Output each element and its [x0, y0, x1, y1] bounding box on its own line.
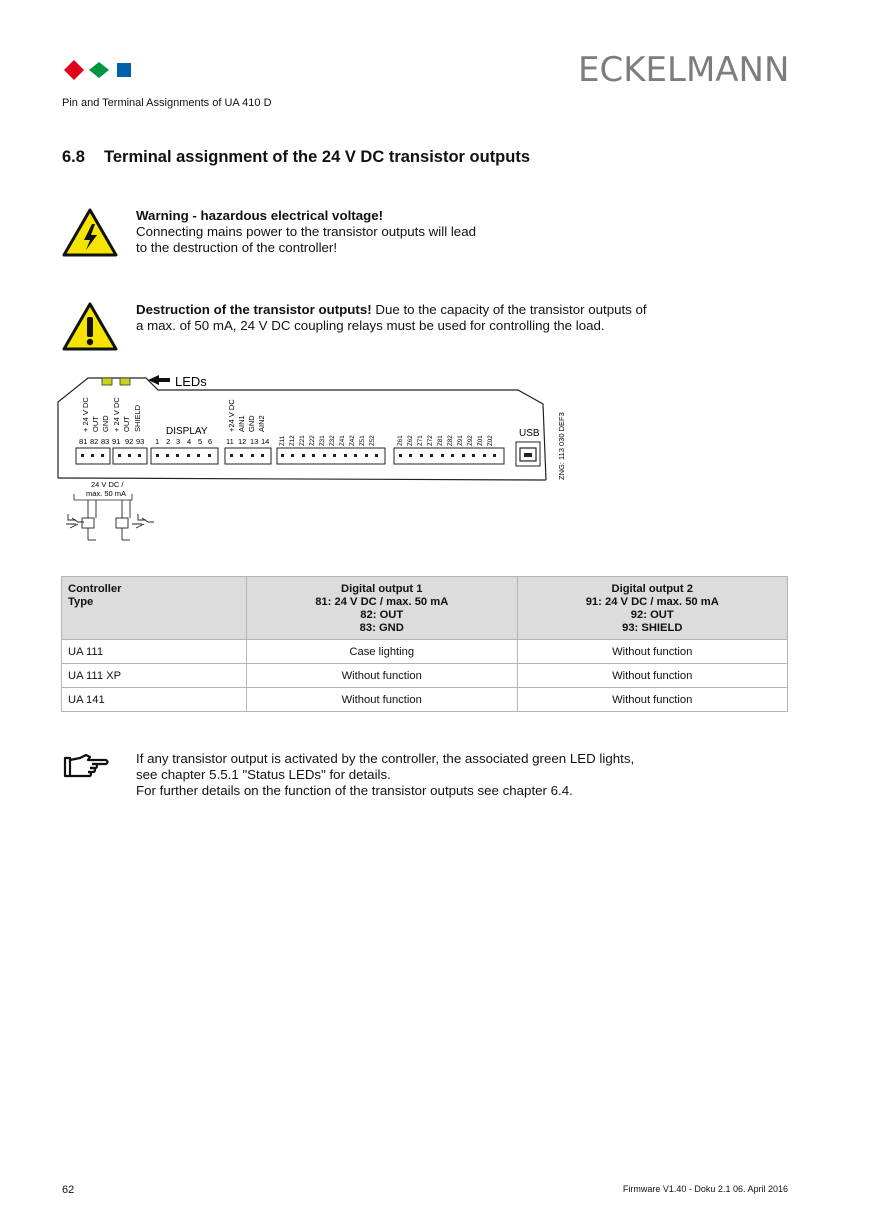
terminal-label: +24 V DC: [227, 399, 236, 432]
display-number: 6: [208, 437, 213, 446]
terminal-label: Z22: [309, 435, 316, 446]
table-cell: UA 111: [62, 640, 247, 664]
warning-title: Warning - hazardous electrical voltage!: [136, 208, 384, 223]
note-text: [136, 751, 756, 799]
leds-label: LEDs: [175, 374, 207, 389]
usb-label: USB: [519, 428, 540, 439]
display-number: 2: [166, 437, 171, 446]
terminal-number: 14: [261, 437, 270, 446]
page-number: 62: [62, 1184, 75, 1196]
pointing-hand-icon: [62, 752, 110, 780]
terminal-label: Z51: [359, 435, 366, 446]
note-line: see chapter 5.5.1 "Status LEDs" for details.: [136, 767, 391, 782]
terminal-label: Z21: [299, 435, 306, 446]
led-1: [102, 378, 112, 385]
warning-line: Connecting mains power to the transistor outputs will lead: [136, 224, 476, 239]
terminal-diagram: [48, 368, 608, 548]
table-cell: Without function: [517, 640, 788, 664]
table-cell: Without function: [247, 664, 518, 688]
electric-hazard-icon: [62, 208, 118, 258]
table-row: [62, 664, 788, 688]
terminal-label: OUT: [122, 416, 131, 432]
terminal-label: Z32: [329, 435, 336, 446]
header-digital-output-2: Digital output 2 91: 24 V DC / max. 50 mA 92: OUT 93: SHIELD: [517, 577, 788, 640]
terminal-number: 11: [226, 437, 234, 446]
terminal-label: AIN1: [237, 415, 246, 432]
note-line: For further details on the function of the transistor outputs see chapter 6.4.: [136, 783, 573, 798]
logo-red-diamond: [64, 60, 84, 80]
terminal-label: Z81: [437, 435, 444, 446]
display-label: DISPLAY: [166, 426, 208, 437]
terminal-label: Z11: [279, 435, 286, 446]
terminal-number: 83: [101, 437, 110, 446]
relay-spec: max. 50 mA: [86, 489, 127, 498]
terminal-label: + 24 V DC: [81, 397, 90, 432]
logo-blue-square: [117, 63, 131, 77]
terminal-label: Z52: [369, 435, 376, 446]
terminal-number: 12: [238, 437, 247, 446]
display-number: 1: [155, 437, 160, 446]
terminal-assignment-table: [61, 576, 788, 712]
table-row: [62, 688, 788, 712]
terminal-label: Z12: [289, 435, 296, 446]
terminal-label: Z31: [319, 435, 326, 446]
terminal-label: Z91: [457, 435, 464, 446]
terminal-label: Z72: [427, 435, 434, 446]
section-title: [62, 148, 530, 167]
section-number: 6.8: [62, 148, 85, 166]
table-header-row: [62, 577, 788, 640]
warning-text: Due to the capacity of the transistor outputs of: [371, 302, 647, 317]
logo-green-diamond: [89, 62, 109, 78]
relay-coil-icon: [66, 500, 96, 540]
warning-transistor-destruction: [136, 302, 726, 334]
terminal-number: 91: [112, 437, 121, 446]
header-subtitle: Pin and Terminal Assignments of UA 410 D: [62, 97, 272, 109]
table-cell: Without function: [517, 664, 788, 688]
led-2: [120, 378, 130, 385]
terminal-label: Z41: [339, 435, 346, 446]
terminal-number: 82: [90, 437, 99, 446]
terminal-label: + 24 V DC: [112, 397, 121, 432]
display-number: 3: [176, 437, 181, 446]
terminal-label: Z61: [397, 435, 404, 446]
table-row: [62, 640, 788, 664]
brand-name: ECKELMANN: [578, 50, 790, 90]
warning-hazardous-voltage: [136, 208, 726, 256]
terminal-label: Z71: [417, 435, 424, 446]
terminal-label: AIN2: [257, 415, 266, 432]
terminal-number: 93: [136, 437, 145, 446]
eckelmann-logo: [62, 58, 138, 84]
terminal-label: Z92: [467, 435, 474, 446]
warning-line: a max. of 50 mA, 24 V DC coupling relays must be used for controlling the load.: [136, 318, 605, 333]
table-cell: Without function: [247, 688, 518, 712]
warning-title: Destruction of the transistor outputs!: [136, 302, 372, 317]
terminal-label: OUT: [91, 416, 100, 432]
connector-display: [151, 448, 218, 464]
terminal-label: Z82: [447, 435, 454, 446]
terminal-label: Z62: [407, 435, 414, 446]
footer-info: Firmware V1.40 - Doku 2.1 06. April 2016: [622, 1184, 788, 1194]
terminal-number: 92: [125, 437, 134, 446]
table-cell: UA 141: [62, 688, 247, 712]
usb-port-icon: [516, 442, 540, 466]
general-warning-icon: [62, 302, 118, 352]
header-controller-type: Controller Type: [62, 577, 247, 640]
terminal-number: 13: [250, 437, 259, 446]
terminal-label: Z42: [349, 435, 356, 446]
table-cell: Without function: [517, 688, 788, 712]
drawing-id: ZNG: 113 030 DEF3: [557, 412, 566, 480]
table-cell: UA 111 XP: [62, 664, 247, 688]
warning-line: to the destruction of the controller!: [136, 240, 338, 255]
relay-coil-icon: [116, 500, 154, 540]
note-line: If any transistor output is activated by the controller, the associated green LED lights,: [136, 751, 635, 766]
terminal-number: 81: [79, 437, 88, 446]
relay-spec: 24 V DC /: [91, 480, 124, 489]
section-title-text: Terminal assignment of the 24 V DC transistor outputs: [104, 148, 531, 166]
display-number: 4: [187, 437, 192, 446]
terminal-label: Z02: [487, 435, 494, 446]
terminal-label: Z01: [477, 435, 484, 446]
table-cell: Case lighting: [247, 640, 518, 664]
terminal-label: SHIELD: [133, 404, 142, 432]
header-digital-output-1: Digital output 1 81: 24 V DC / max. 50 mA 82: OUT 83: GND: [247, 577, 518, 640]
terminal-label: GND: [247, 415, 256, 432]
terminal-label: GND: [101, 415, 110, 432]
display-number: 5: [198, 437, 203, 446]
